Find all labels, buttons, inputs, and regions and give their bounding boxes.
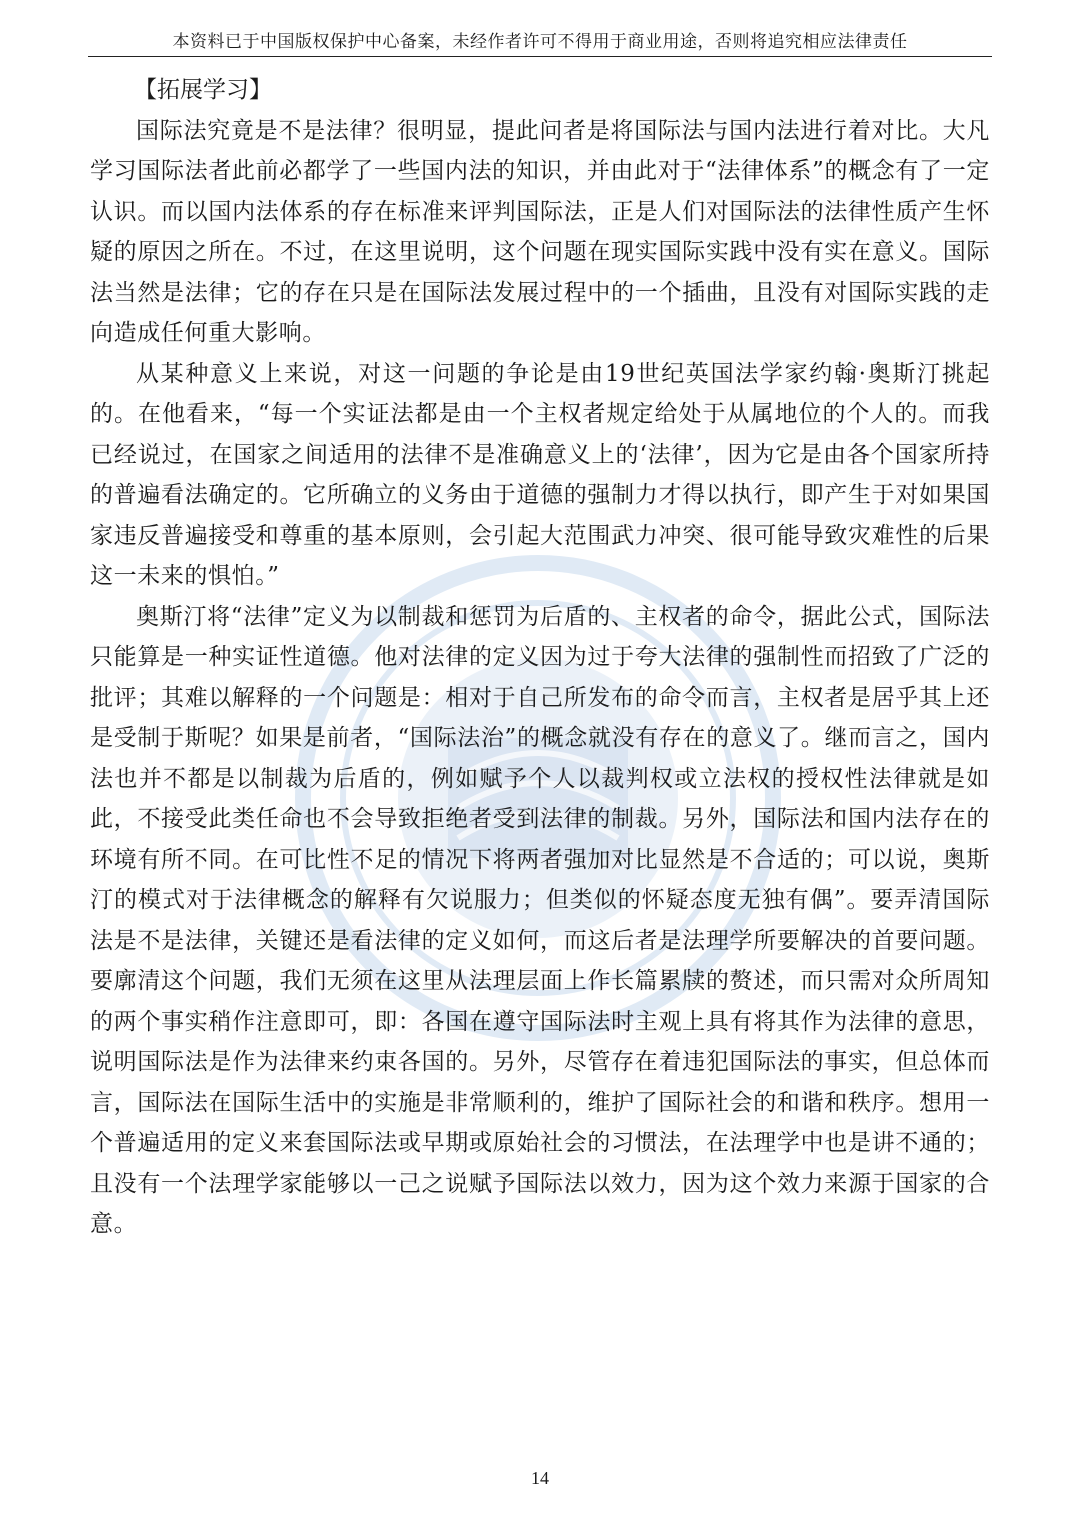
copyright-notice: 本资料已于中国版权保护中心备案，未经作者许可不得用于商业用途，否则将追究相应法律责任 bbox=[172, 32, 908, 52]
paragraph-3: 奥斯汀将“法律”定义为以制裁和惩罚为后盾的、主权者的命令，据此公式，国际法只能算是一种实证性道德。他对法律的定义因为过于夸大法律的强制性而招致了广泛的批评；其难以解释的一个问题是：相对于自己所发布的命令而言，主权者是居乎其上还是受制于斯呢？如果是前者，“国际法治”的概念就没有存在的意义了。继而言之，国内法也并不都是以制裁为后盾的，例如赋予个人以裁判权或立法权的授权性法律就是如此，不接受此类任命也不会导致拒绝者受到法律的制裁。另外，国际法和国内法存在的环境有所不同。在可比性不足的情况下将两者强加对比显然是不合适的；可以说，奥斯汀的模式对于法律概念的解释有欠说服力；但类似的怀疑态度无独有偶”。要弄清国际法是不是法律，关键还是看法律的定义如何，而这后者是法理学所要解决的首要问题。要廓清这个问题，我们无须在这里从法理层面上作长篇累牍的赘述，而只需对众所周知的两个事实稍作注意即可，即：各国在遵守国际法时主观上具有将其作为法律的意思，说明国际法是作为法律来约束各国的。另外，尽管存在着违犯国际法的事实，但总体而言，国际法在国际生活中的实施是非常顺利的，维护了国际社会的和谐和秩序。想用一个普遍适用的定义来套国际法或早期或原始社会的习惯法，在法理学中也是讲不通的；且没有一个法理学家能够以一己之说赋予国际法以效力，因为这个效力来源于国家的合意。 bbox=[90, 603, 990, 1237]
document-body bbox=[90, 70, 990, 1245]
page-number: 14 bbox=[531, 1468, 549, 1488]
copyright-header bbox=[88, 28, 992, 57]
paragraph-2: 从某种意义上来说，对这一问题的争论是由19世纪英国法学家约翰·奥斯汀挑起的。在他看来，“每一个实证法都是由一个主权者规定给处于从属地位的个人的。而我已经说过，在国家之间适用的法律不是准确意义上的‘法律’，因为它是由各个国家所持的普遍看法确定的。它所确立的义务由于道德的强制力才得以执行，即产生于对如果国家违反普遍接受和尊重的基本原则，会引起大范围武力冲突、很可能导致灾难性的后果这一未来的惧怕。” bbox=[90, 360, 990, 589]
section-title: 【拓展学习】 bbox=[134, 77, 272, 103]
paragraph-1: 国际法究竟是不是法律？很明显，提此问者是将国际法与国内法进行着对比。大凡学习国际法者此前必都学了一些国内法的知识，并由此对于“法律体系”的概念有了一定认识。而以国内法体系的存在标准来评判国际法，正是人们对国际法的法律性质产生怀疑的原因之所在。不过，在这里说明，这个问题在现实国际实践中没有实在意义。国际法当然是法律；它的存在只是在国际法发展过程中的一个插曲，且没有对国际实践的走向造成任何重大影响。 bbox=[90, 117, 990, 346]
